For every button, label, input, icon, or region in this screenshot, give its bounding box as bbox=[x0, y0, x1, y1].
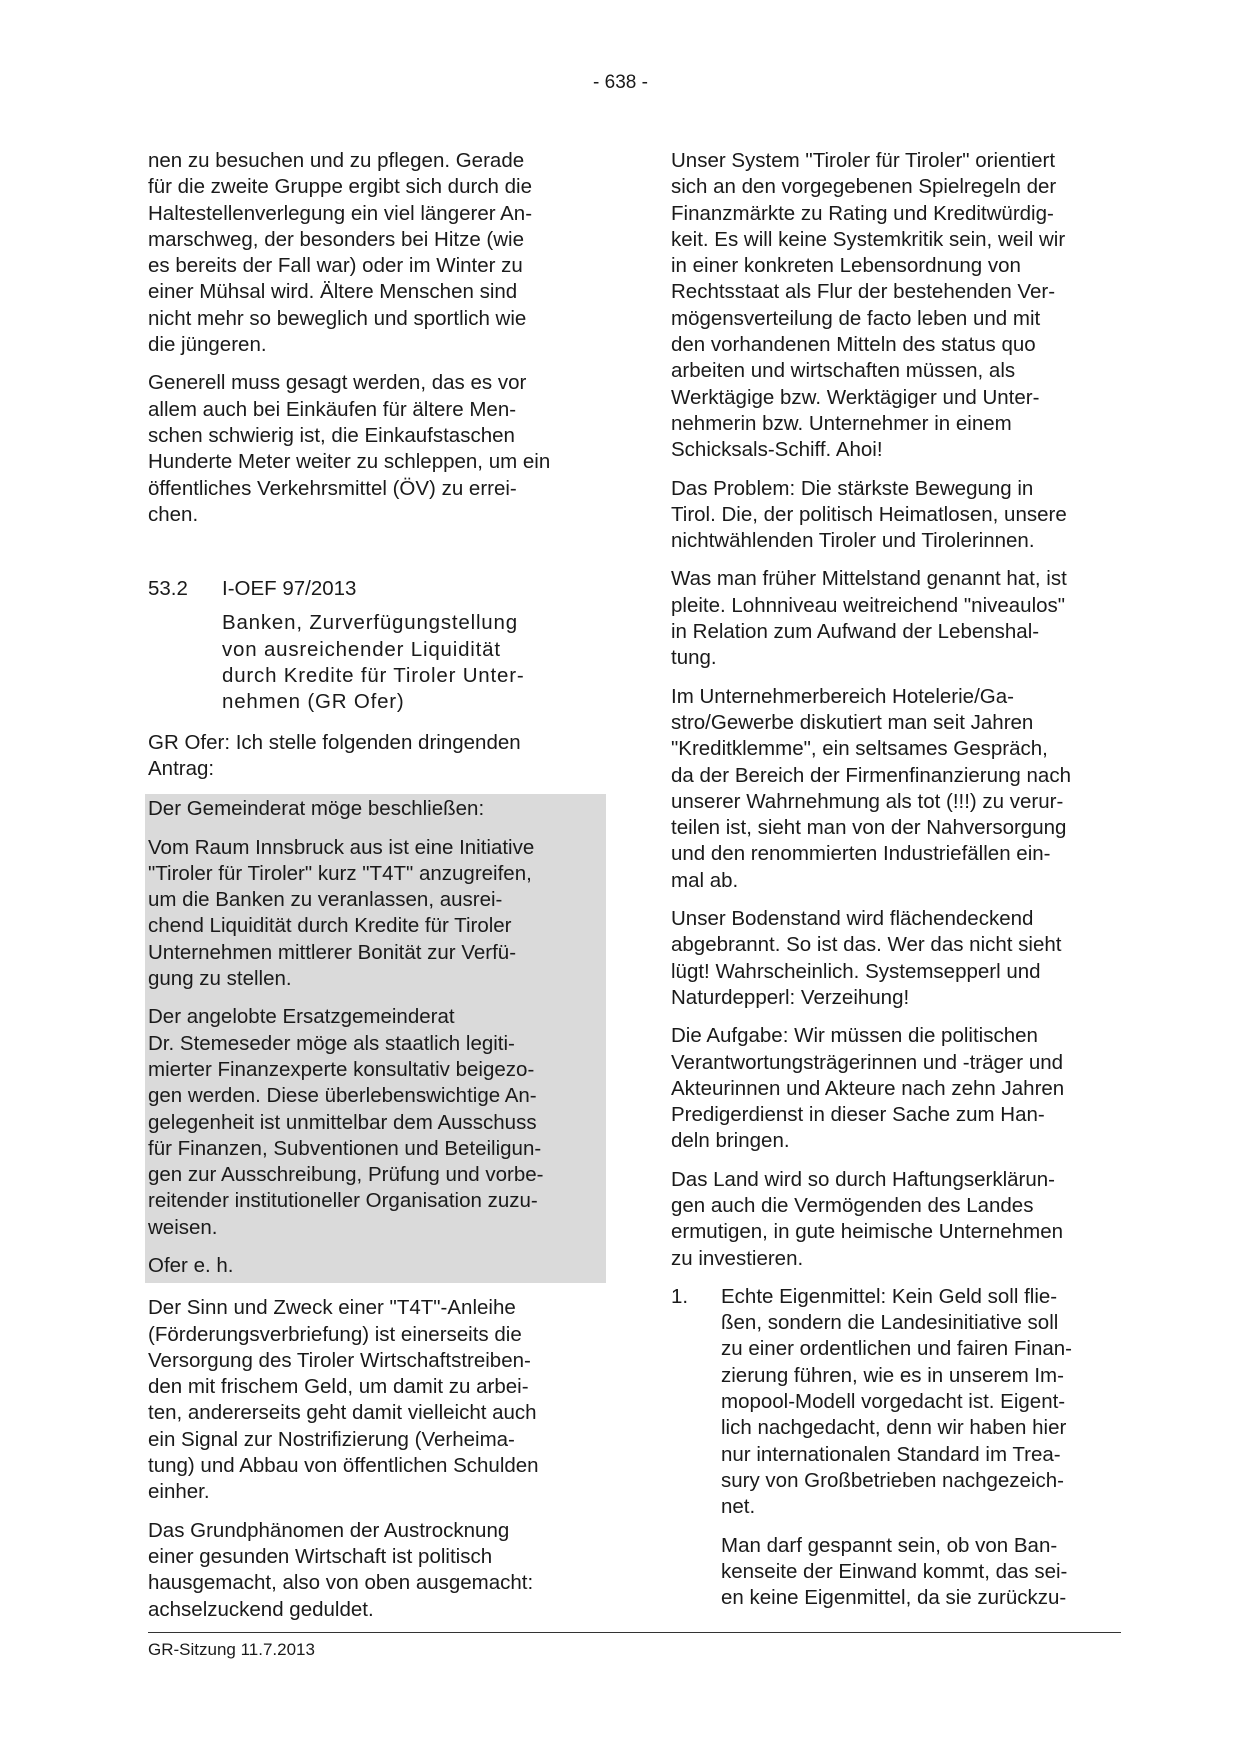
motion-paragraph: Vom Raum Innsbruck aus ist eine Initiative "Tiroler für Tiroler" kurz "T4T" anzugreifen, um die Banken zu veranlassen, ausrei- chend Liquidität durch Kredite für Tiroler Unternehmen mittlerer Bonität zur Verfü- gung zu stellen. bbox=[148, 835, 535, 991]
paragraph: Der Sinn und Zweck einer "T4T"-Anleihe (Förderungsverbriefung) ist einerseits die Versorgung des Tiroler Wirtschaftstreiben- den mit frischem Geld, um damit zu arbei- ten, andererseits geht damit vielleicht auch ein Signal zur Nostrifizierung (Verheima- tung) und Abbau von öffentlichen Schulden einher. bbox=[148, 1296, 539, 1504]
motion-signature: Ofer e. h. bbox=[148, 1253, 234, 1277]
paragraph: nen zu besuchen und zu pflegen. Gerade für die zweite Gruppe ergibt sich durch die Haltestellenverlegung ein viel längerer An- marschweg, der besonders bei Hitze (wie es bereits der Fall war) oder im Winter zu einer Mühsal wird. Ältere Menschen sind nicht mehr so beweglich und sportlich wie die jüngeren. bbox=[148, 149, 533, 357]
paragraph: Unser Bodenstand wird flächendeckend abgebrannt. So ist das. Wer das nicht sieht lügt! Wahrscheinlich. Systemsepperl und Naturdepperl: Verzeihung! bbox=[671, 907, 1062, 1009]
list-item-body bbox=[721, 1284, 1126, 1624]
motion-box bbox=[145, 794, 606, 1283]
paragraph: Das Problem: Die stärkste Bewegung in Tirol. Die, der politisch Heimatlosen, unsere nichtwählenden Tiroler und Tirolerinnen. bbox=[671, 476, 1067, 553]
paragraph: Im Unternehmerbereich Hotelerie/Ga- stro/Gewerbe diskutiert man seit Jahren "Kreditklemme", ein seltsames Gespräch, da der Bereich der Firmenfinanzierung nach unserer Wahrnehmung als tot (!!!) zu verur- teilen ist, sieht man von der Nahversorgung und den renommierten Industriefällen ein- mal ab. bbox=[671, 684, 1071, 892]
motion-intro: GR Ofer: Ich stelle folgenden dringenden Antrag: bbox=[148, 730, 521, 780]
paragraph: Das Grundphänomen der Austrocknung einer gesunden Wirtschaft ist politisch hausgemacht, also von oben ausgemacht: achselzuckend geduldet. bbox=[148, 1518, 534, 1621]
section-heading bbox=[148, 576, 603, 602]
motion-heading: Der Gemeinderat möge beschließen: bbox=[148, 797, 485, 821]
footer-text: GR-Sitzung 11.7.2013 bbox=[148, 1640, 315, 1659]
motion-paragraph: Der angelobte Ersatzgemeinderat Dr. Stemeseder möge als staatlich legiti- mierter Finanzexperte konsultativ beigezo- gen werden. Diese überlebenswichtige An- gelegenheit ist unmittelbar dem Ausschuss für Finanzen, Subventionen und Beteiligun- gen zur Ausschreibung, Prüfung und vorbe- reitender institutioneller Organisation zuzu- weisen. bbox=[148, 1005, 544, 1239]
numbered-list-item bbox=[671, 1284, 1126, 1624]
right-column bbox=[671, 148, 1126, 1623]
list-item-number: 1. bbox=[671, 1284, 689, 1308]
paragraph: Die Aufgabe: Wir müssen die politischen Verantwortungsträgerinnen und -träger und Akteurinnen und Akteure nach zehn Jahren Predigerdienst in dieser Sache zum Han- deln bringen. bbox=[671, 1024, 1065, 1153]
paragraph: Unser System "Tiroler für Tiroler" orientiert sich an den vorgegebenen Spielregeln der Finanzmärkte zu Rating und Kreditwürdig- keit. Es will keine Systemkritik sein, weil wir in einer konkreten Lebensordnung von Rechtsstaat als Flur der bestehenden Ver- mögensverteilung de facto leben und mit den vorhandenen Mitteln des status quo arbeiten und wirtschaften müssen, als Werktägige bzw. Werktägiger und Unter- nehmerin bzw. Unternehmer in einem Schicksals-Schiff. Ahoi! bbox=[671, 149, 1066, 462]
paragraph: Generell muss gesagt werden, das es vor allem auch bei Einkäufen für ältere Men- schen schwierig ist, die Einkaufstaschen Hunderte Meter weiter zu schleppen, um ein öffentliches Verkehrsmittel (ÖV) zu errei- chen. bbox=[148, 371, 551, 526]
list-item-continuation: Man darf gespannt sein, ob von Ban- kenseite der Einwand kommt, das sei- en keine Eigenmittel, da sie zurückzu- bbox=[721, 1533, 1068, 1610]
page-number: - 638 - bbox=[593, 72, 648, 93]
left-column bbox=[148, 148, 603, 1635]
list-item-text: Echte Eigenmittel: Kein Geld soll flie- ßen, sondern die Landesinitiative soll zu einer ordentlichen und fairen Finan- zierung führen, wie es in unserem Im- mopool-Modell vorgedacht ist. Eigent- lich nachgedacht, denn wir haben hier nur internationalen Standard im Trea- sury von Großbetrieben nachgezeich- net. bbox=[721, 1284, 1072, 1519]
section-title: Banken, Zurverfügungstellung von ausreichender Liquidität durch Kredite für Tiroler Unter- nehmen (GR Ofer) bbox=[222, 611, 525, 714]
paragraph: Das Land wird so durch Haftungserklärun- gen auch die Vermögenden des Landes ermutigen, in gute heimische Unternehmen zu investieren. bbox=[671, 1167, 1063, 1270]
paragraph: Was man früher Mittelstand genannt hat, ist pleite. Lohnniveau weitreichend "niveaulos" in Relation zum Aufwand der Lebenshal- tung. bbox=[671, 567, 1067, 670]
section-reference: I-OEF 97/2013 bbox=[222, 577, 357, 601]
section-number: 53.2 bbox=[148, 577, 188, 601]
footer-divider bbox=[148, 1632, 1121, 1633]
